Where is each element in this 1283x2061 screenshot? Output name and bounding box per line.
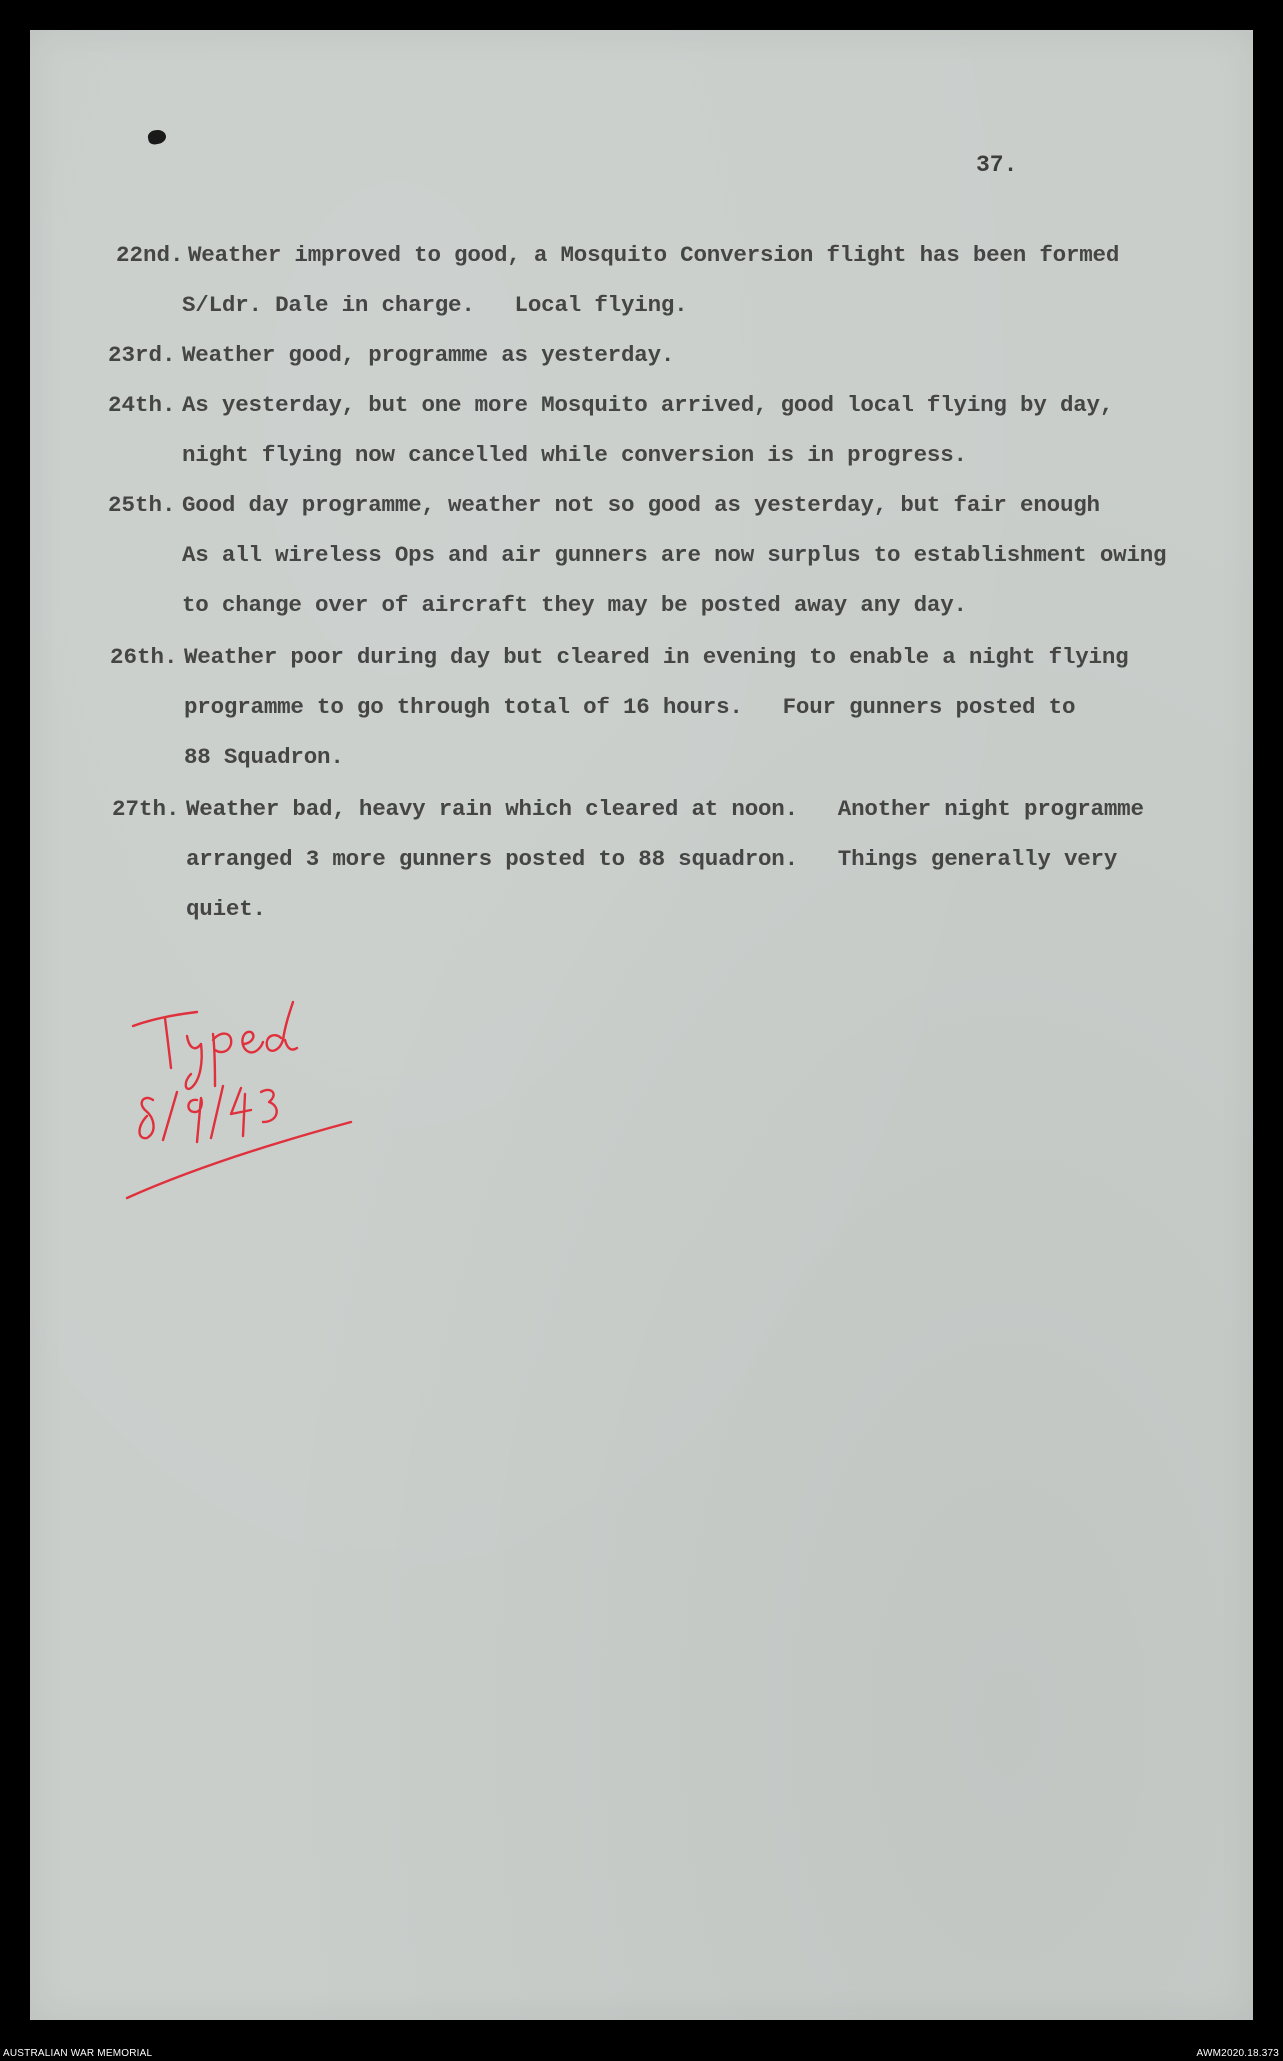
entry-date: 27th. [112,796,180,822]
entry-line: As yesterday, but one more Mosquito arrived, good local flying by day, [182,392,1114,418]
entry-line: Weather poor during day but cleared in evening to enable a night flying [184,644,1129,670]
entry-line: night flying now cancelled while conversion is in progress. [182,442,967,468]
entry-line: As all wireless Ops and air gunners are now surplus to establishment owing [182,542,1167,568]
entry-date: 23rd. [108,342,176,368]
entry-date: 25th. [108,492,176,518]
punch-hole-mark [147,128,168,145]
footer-reference: AWM2020.18.373 [1196,2048,1279,2059]
entry-line: programme to go through total of 16 hours. Four gunners posted to [184,694,1076,720]
entry-date: 24th. [108,392,176,418]
entry-line: Weather bad, heavy rain which cleared at noon. Another night programme [186,796,1144,822]
entry-line: quiet. [186,896,266,922]
entry-line: 88 Squadron. [184,744,344,770]
document-page [30,30,1253,2020]
entry-line: S/Ldr. Dale in charge. Local flying. [182,292,688,318]
entry-line: Weather improved to good, a Mosquito Conversion flight has been formed [188,242,1120,268]
entry-line: arranged 3 more gunners posted to 88 squadron. Things generally very [186,846,1118,872]
entry-date: 26th. [110,644,178,670]
entry-line: to change over of aircraft they may be posted away any day. [182,592,967,618]
entry-date: 22nd. [116,242,184,268]
page-number: 37. [976,152,1018,178]
entry-line: Good day programme, weather not so good as yesterday, but fair enough [182,492,1100,518]
footer-institution: AUSTRALIAN WAR MEMORIAL [3,2048,153,2059]
handwritten-annotation [125,990,355,1210]
entry-line: Weather good, programme as yesterday. [182,342,675,368]
handwritten-typed-note [125,990,355,1210]
